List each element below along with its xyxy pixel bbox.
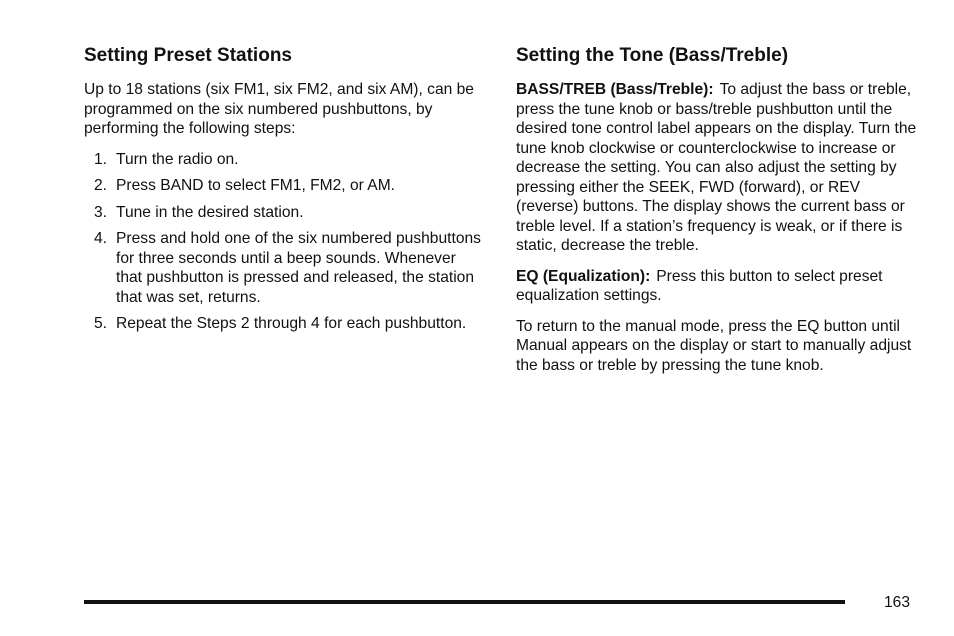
list-item [84,229,484,307]
list-item [84,176,484,196]
step-text: Press and hold one of the six numbered pushbuttons for three seconds until a beep sounds. Whenever that pushbutton is pressed and released, the station that was set, returns. [116,230,481,306]
step-number: 4. [94,230,108,247]
step-text: Repeat the Steps 2 through 4 for each pushbutton. [116,315,467,332]
bass-treble-label: BASS/TREB (Bass/Treble): [516,81,714,98]
step-text: Press BAND to select FM1, FM2, or AM. [116,177,396,194]
step-number: 5. [94,315,108,332]
equalization-label: EQ (Equalization): [516,267,651,285]
preset-steps-list [84,150,484,334]
section-heading-preset-stations: Setting Preset Stations [84,45,292,66]
step-text: Tune in the desired station. [116,203,304,221]
section-heading-tone: Setting the Tone (Bass/Treble) [516,45,789,66]
list-item [84,203,484,223]
preset-intro-paragraph: Up to 18 stations (six FM1, six FM2, and six AM), can be programmed on the six numbered pushbuttons, by performing the following steps: [84,81,474,137]
equalization-text: Press this button to select preset equalization settings. [516,267,883,304]
bass-treble-text: To adjust the bass or treble, press the tune knob or bass/treble pushbutton until the desired tone control label appears on the display. Turn the tune knob clockwise or counterclockwise to increase or decrease the setting. You can also adjust the setting by pressing either the SEEK, FWD (forward), or REV (reverse) buttons. The display shows the current bass or treble level. If a station’s frequency is weak, or if there is static, decrease the treble. [516,81,917,254]
list-item [84,150,484,170]
page-number: 163 [884,594,911,611]
right-column [516,44,926,386]
step-text: Turn the radio on. [116,150,239,168]
step-number: 3. [94,203,108,221]
step-number: 1. [94,150,108,168]
bass-treble-paragraph [516,80,926,256]
list-item [84,314,484,334]
left-column [84,44,484,341]
footer-rule [84,600,845,604]
equalization-paragraph [516,267,926,306]
step-number: 2. [94,177,108,194]
manual-mode-paragraph: To return to the manual mode, press the EQ button until Manual appears on the display or start to manually adjust the bass or treble by pressing the tune knob. [516,317,912,374]
